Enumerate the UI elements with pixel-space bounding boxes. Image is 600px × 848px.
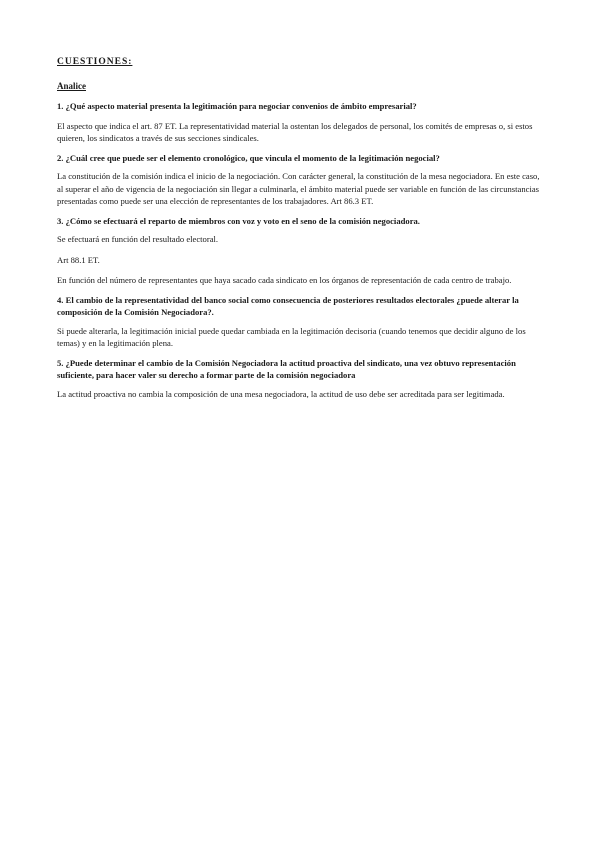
question-2: 2. ¿Cuál cree que puede ser el elemento cronológico, que vincula el momento de la legitimación negocial? [57,152,440,163]
answer-4: Si puede alterarla, la legitimación inicial puede quedar cambiada en la legitimación decisoria (cuando tenemos que decidir alguno de los temas) y en la legitimación plena. [57,325,526,348]
answer-5: La actitud proactiva no cambia la composición de una mesa negociadora, la actitud de uso debe ser acreditada para ser legitimada. [57,388,505,399]
answer-1: El aspecto que indica el art. 87 ET. La representatividad material la ostentan los delegados de personal, los comités de empresas o, si estos quieren, los sindicatos a través de sus secciones sindicales. [57,120,533,143]
question-3: 3. ¿Cómo se efectuará el reparto de miembros con voz y voto en el seno de la comisión negociadora. [57,215,420,226]
question-1: 1. ¿Qué aspecto material presenta la legitimación para negociar convenios de ámbito empresarial? [57,101,417,111]
question-5: 5. ¿Puede determinar el cambio de la Comisión Negociadora la actitud proactiva del sindicato, una vez obtuvo representación suficiente, para hacer valer su derecho a formar parte de la comisión negociadora [57,357,516,380]
answer-3-paragraph-3: En función del número de representantes que haya sacado cada sindicato en los órganos de representación de cada centro de trabajo. [57,275,512,285]
answer-3-paragraph-2: Art 88.1 ET. [57,254,100,265]
question-4: 4. El cambio de la representatividad del banco social como consecuencia de posteriores resultados electorales ¿puede alterar la composición de la Comisión Negociadora?. [57,294,519,317]
answer-3-paragraph-1: Se efectuará en función del resultado electoral. [57,234,219,244]
document-subtitle: Analice [57,81,86,91]
document-title: CUESTIONES: [57,57,133,67]
answer-2: La constitución de la comisión indica el inicio de la negociación. Con carácter general, la constitución de la mesa negociadora. En este caso, al superar el año de vigencia de la negociación sin llegar a culminarla, el ámbito material puede ser variable en función de las circunstancias presentadas como puede ser una elección de representantes de los trabajadores. Art 86.3 ET. [57,171,540,206]
